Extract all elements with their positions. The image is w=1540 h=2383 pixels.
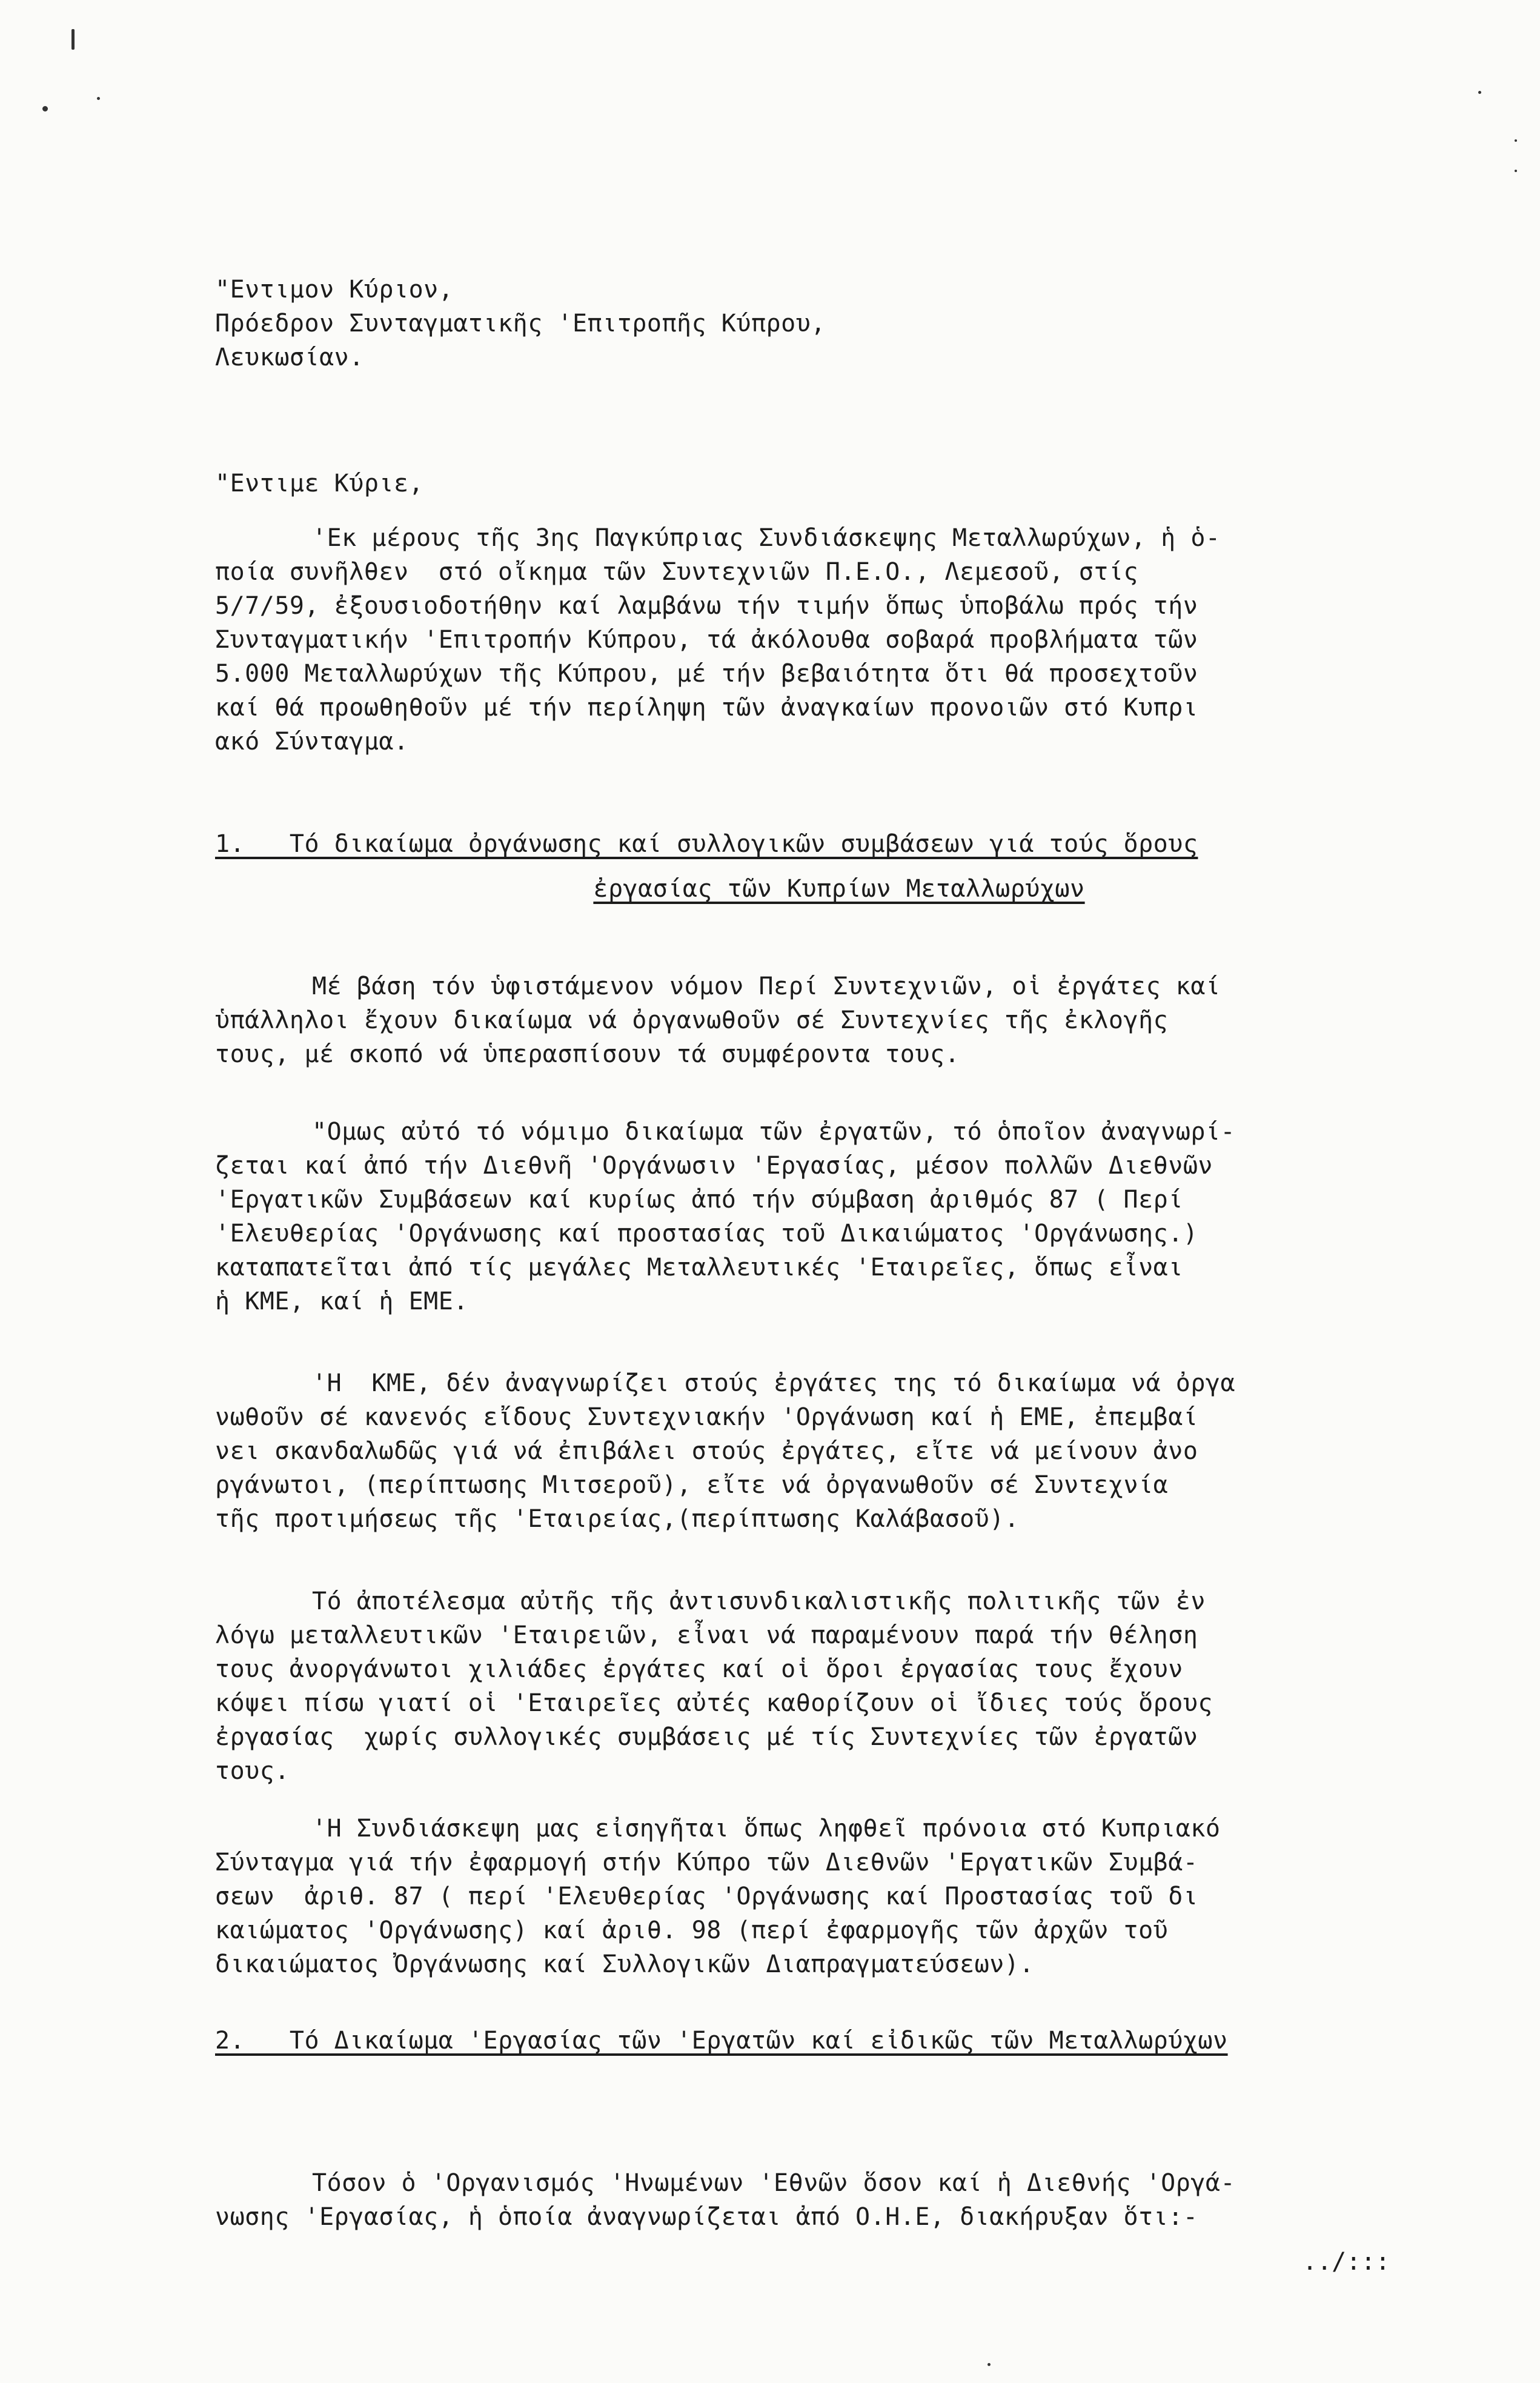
paragraph-line: ἡ ΚΜΕ, καί ἡ ΕΜΕ. [215,1288,468,1315]
scan-speck [1515,139,1517,142]
salutation [215,467,1463,500]
paragraph-line: ργάνωτοι, (περίπτωσης Μιτσεροῦ), εἴτε νά ὀργανωθοῦν σέ Συντεχνία [215,1471,1169,1499]
paragraph-line: Τό ἀποτέλεσμα αὐτῆς τῆς ἀντισυνδικαλιστικῆς πολιτικῆς τῶν ἐν [312,1587,1206,1615]
section-heading-line: 2. Τό Δικαίωμα 'Εργασίας τῶν 'Εργατῶν καί εἰδικῶς τῶν Μεταλλωρύχων [215,2027,1228,2055]
paragraph-line: ζεται καί ἀπό τήν Διεθνῆ 'Οργάνωσιν 'Εργασίας, μέσον πολλῶν Διεθνῶν [215,1152,1213,1180]
paragraph-line: καταπατεῖται ἀπό τίς μεγάλες Μεταλλευτικές 'Εταιρεῖες, ὅπως εἶναι [215,1254,1183,1281]
address-line: Πρόεδρον Συνταγματικῆς 'Επιτροπῆς Κύπρου, [215,310,826,337]
address-line: Λευκωσίαν. [215,344,364,371]
paragraph-line: ὑπάλληλοι ἔχουν δικαίωμα νά ὀργανωθοῦν σέ Συντεχνίες τῆς ἐκλογῆς [215,1006,1169,1034]
salutation-text: "Εντιμε Κύριε, [215,470,424,497]
section-1-paragraph [215,969,1463,1071]
scan-speck [97,97,100,100]
section-1-heading [215,827,1463,906]
paragraph-line: "Ομως αὐτό τό νόμιμο δικαίωμα τῶν ἐργατῶν, τό ὁποῖον ἀναγνωρί- [312,1118,1236,1146]
paragraph-line: ποία συνῆλθεν στό οἴκημα τῶν Συντεχνιῶν Π.Ε.Ο., Λεμεσοῦ, στίς [215,558,1139,586]
paragraph-line: 'Εργατικῶν Συμβάσεων καί κυρίως ἀπό τήν σύμβαση ἀριθμός 87 ( Περί [215,1186,1183,1214]
paragraph-line: τῆς προτιμήσεως τῆς 'Εταιρείας,(περίπτωσης Καλάβασοῦ). [215,1505,1020,1533]
paragraph-line: νωσης 'Εργασίας, ἡ ὁποία ἀναγνωρίζεται ἀπό Ο.Η.Ε, διακήρυξαν ὅτι:- [215,2203,1198,2231]
scan-speck [987,2363,991,2366]
address-block [215,273,1463,374]
paragraph-line: Σύνταγμα γιά τήν ἐφαρμογή στήν Κύπρο τῶν Διεθνῶν 'Εργατικῶν Συμβά- [215,1849,1198,1876]
paragraph-line: 'Η Συνδιάσκεψη μας εἰσηγῆται ὅπως ληφθεῖ πρόνοια στό Κυπριακό [312,1815,1221,1843]
address-line: "Εντιμον Κύριον, [215,276,454,304]
paragraph-line: τους. [215,1757,290,1785]
section-1-paragraph [215,1812,1463,1981]
paragraph-line: ἐργασίας χωρίς συλλογικές συμβάσεις μέ τίς Συντεχνίες τῶν ἐργατῶν [215,1723,1198,1751]
paragraph-line: καί θά προωθηθοῦν μέ τήν περίληψη τῶν ἀναγκαίων προνοιῶν στό Κυπρι [215,694,1198,722]
paragraph-line: 5/7/59, ἐξουσιοδοτήθην καί λαμβάνω τήν τιμήν ὅπως ὑποβάλω πρός τήν [215,592,1198,620]
section-1-paragraph [215,1115,1463,1318]
paragraph-line: τους ἀνοργάνωτοι χιλιάδες ἐργάτες καί οἱ ὅροι ἐργασίας τους ἔχουν [215,1655,1183,1683]
paragraph-line: Τόσον ὁ 'Οργανισμός 'Ηνωμένων 'Εθνῶν ὅσον καί ἡ Διεθνής 'Οργά- [312,2169,1236,2197]
scan-speck [1515,170,1517,172]
scan-speck [42,106,48,111]
paragraph-line: καιώματος 'Οργάνωσης) καί ἀριθ. 98 (περί ἐφαρμογῆς τῶν ἀρχῶν τοῦ [215,1916,1169,1944]
paragraph-line: τους, μέ σκοπό νά ὑπερασπίσουν τά συμφέροντα τους. [215,1040,960,1068]
paragraph-line: 'Ελευθερίας 'Οργάνωσης καί προστασίας τοῦ Δικαιώματος 'Οργάνωσης.) [215,1220,1198,1248]
scan-speck [1478,91,1481,94]
paragraph-line: σεων ἀριθ. 87 ( περί 'Ελευθερίας 'Οργάνωσης καί Προστασίας τοῦ δι [215,1883,1198,1910]
paragraph-line: ακό Σύνταγμα. [215,728,409,756]
paragraph-line: δικαιώματος Ὀργάνωσης καί Συλλογικῶν Διαπραγματεύσεων). [215,1950,1035,1978]
scan-speck [71,29,75,50]
paragraph-line: λόγω μεταλλευτικῶν 'Εταιρειῶν, εἶναι νά παραμένουν παρά τήν θέληση [215,1621,1198,1649]
paragraph-line: κόψει πίσω γιατί οἱ 'Εταιρεῖες αὐτές καθορίζουν οἱ ἴδιες τούς ὅρους [215,1689,1213,1717]
intro-paragraph [215,521,1463,759]
paragraph-line: Συνταγματικήν 'Επιτροπήν Κύπρου, τά ἀκόλουθα σοβαρά προβλήματα τῶν [215,626,1198,654]
section-heading-line: 1. Τό δικαίωμα ὀργάνωσης καί συλλογικῶν συμβάσεων γιά τούς ὅρους [215,830,1198,858]
continuation-mark: ../::: [1303,2248,1390,2276]
paragraph-line: Μέ βάση τόν ὑφιστάμενον νόμον Περί Συντεχνιῶν, οἱ ἐργάτες καί [312,972,1221,1000]
section-2-heading [215,2024,1463,2058]
section-2-paragraph [215,2166,1463,2234]
paragraph-line: νωθοῦν σέ κανενός εἴδους Συντεχνιακήν 'Οργάνωση καί ἡ ΕΜΕ, ἐπεμβαί [215,1403,1198,1431]
section-heading-line: ἐργασίας τῶν Κυπρίων Μεταλλωρύχων [593,875,1085,903]
paragraph-line: νει σκανδαλωδῶς γιά νά ἐπιβάλει στούς ἐργάτες, εἴτε νά μείνουν ἀνο [215,1437,1198,1465]
paragraph-line: 'Εκ μέρους τῆς 3ης Παγκύπριας Συνδιάσκεψης Μεταλλωρύχων, ἡ ὁ- [312,524,1221,552]
section-1-paragraph [215,1584,1463,1788]
paragraph-line: 5.000 Μεταλλωρύχων τῆς Κύπρου, μέ τήν βεβαιότητα ὅτι θά προσεχτοῦν [215,660,1198,688]
paragraph-line: 'Η ΚΜΕ, δέν ἀναγνωρίζει στούς ἐργάτες της τό δικαίωμα νά ὀργα [312,1369,1236,1397]
section-1-paragraph [215,1366,1463,1536]
